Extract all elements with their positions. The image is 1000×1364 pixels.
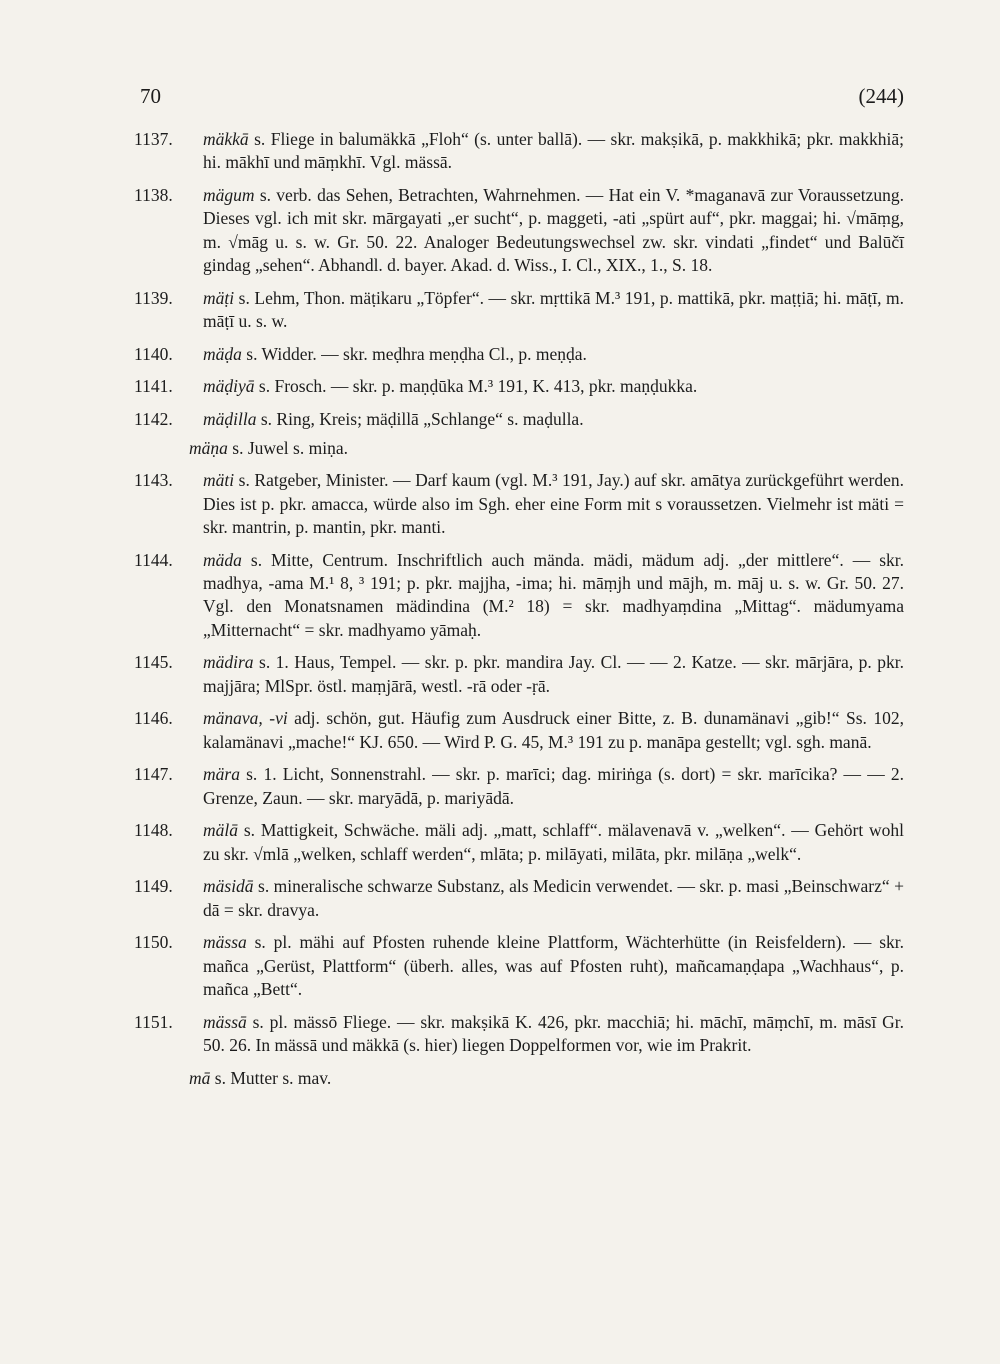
entry-body [203, 763, 904, 810]
entry-number: 1141. [134, 376, 173, 397]
definition-text: s. Fliege in balumäkkā „Floh“ (s. unter ballā). — skr. makṣikā, p. makkhikā; pkr. makkhiā; hi. mākhī und māṃkhī. Vgl. mässā. [203, 129, 904, 173]
definition-text: s. 1. Licht, Sonnenstrahl. — skr. p. marīci; dag. miriṅga (s. dort) = skr. marīcika? — — 2. Grenze, Zaun. — skr. maryādā, p. mariyādā. [203, 764, 904, 808]
entry-number: 1144. [134, 549, 173, 570]
dictionary-entry [134, 408, 904, 431]
entry-body [189, 1067, 904, 1090]
headword: mäda [203, 549, 242, 570]
headword: mäḍilla [203, 409, 257, 429]
entry-number: 1145. [134, 652, 173, 673]
dictionary-entry [134, 931, 904, 1001]
subentry [134, 437, 904, 460]
original-page-number: (244) [858, 84, 904, 108]
entry-number: 1147. [134, 764, 173, 785]
dictionary-entry [134, 184, 904, 278]
dictionary-entry [134, 651, 904, 698]
entry-number: 1142. [134, 409, 173, 429]
entry-body [203, 1011, 904, 1058]
headword: mänava, -vi [203, 708, 288, 729]
dictionary-entry [134, 343, 904, 366]
entry-number: 1148. [134, 820, 173, 841]
headword: mälā [203, 820, 238, 841]
entry-number: 1138. [134, 185, 173, 205]
definition-text: s. Juwel s. miṇa. [227, 437, 348, 458]
entry-number: 1150. [134, 932, 173, 953]
definition-text: s. Frosch. — skr. p. maṇḍūka M.³ 191, K. 413, pkr. maṇḍukka. [254, 376, 698, 397]
entry-body [203, 469, 904, 539]
headword: mäkkā [203, 129, 249, 149]
headword: mädira [203, 652, 254, 673]
dictionary-entry [134, 128, 904, 175]
page-number: 70 [140, 84, 161, 108]
entry-body [203, 128, 904, 175]
headword: mäḍiyā [203, 376, 255, 397]
dictionary-entry [134, 287, 904, 334]
entry-body [189, 437, 904, 460]
definition-text: s. Lehm, Thon. mäṭikaru „Töpfer“. — skr. mṛttikā M.³ 191, p. mattikā, pkr. maṭṭiā; hi. māṭī, m. māṭī u. s. w. [203, 287, 904, 332]
entry-body [203, 875, 904, 922]
entry-body [203, 651, 904, 698]
headword: mäsidā [203, 876, 254, 897]
entry-number: 1140. [134, 343, 173, 364]
definition-text: s. Widder. — skr. meḍhra meṇḍha Cl., p. meṇḍa. [241, 343, 587, 364]
entry-body [203, 549, 904, 643]
definition-text: s. 1. Haus, Tempel. — skr. p. pkr. mandira Jay. Cl. — — 2. Katze. — skr. mārjāra, p. pkr. majjāra; MlSpr. östl. maṃjārā, westl. -rā oder -ṛā. [203, 652, 904, 696]
entry-number: 1139. [134, 287, 173, 308]
headword: mäḍa [203, 343, 242, 364]
entry-body [203, 819, 904, 866]
entry-body [203, 287, 904, 334]
entry-body [203, 375, 904, 398]
definition-text: s. verb. das Sehen, Betrachten, Wahrnehmen. — Hat ein V. *maganavā zur Voraussetzung. Dieses vgl. ich mit skr. mārgayati „er sucht“, p. maggeti, -ati „spürt auf“, pkr. maggai; hi. √māṃg, m. √māg u. s. w. Gr. 50. 22. Analoger Bedeutungswechsel zw. skr. vindati „findet“ und Balūčī gindag „sehen“. Abhandl. d. bayer. Akad. d. Wiss., I. Cl., XIX., 1., S. 18. [203, 185, 904, 276]
entry-body [203, 343, 904, 366]
subentry [134, 1067, 904, 1090]
entry-body [203, 707, 904, 754]
entry-number: 1137. [134, 129, 173, 149]
headword: mägum [203, 185, 255, 205]
entry-number: 1146. [134, 708, 173, 729]
dictionary-entry [134, 469, 904, 539]
definition-text: s. pl. mähi auf Pfosten ruhende kleine Plattform, Wächterhütte (in Reisfeldern). — skr. mañca „Gerüst, Plattform“ (überh. alles, was auf Pfosten ruht), mañcamaṇḍapa „Wachhaus“, p. mañca „Bett“. [203, 932, 904, 1000]
definition-text: s. Mitte, Centrum. Inschriftlich auch mända. mädi, mädum adj. „der mittlere“. — skr. madhya, -ama M.¹ 8, ³ 191; p. pkr. majjha, -ima; hi. māṃjh und mājh, m. māj u. s. w. Gr. 50. 27. Vgl. den Monatsnamen mädindina (M.² 18) = skr. madhyaṃdina „Mittag“. mädumyama „Mitternacht“ = skr. madhyamo yāmaḥ. [203, 549, 904, 640]
definition-text: s. mineralische schwarze Substanz, als Medicin verwendet. — skr. p. masi „Beinschwarz“ + dā = skr. dravya. [203, 876, 904, 920]
dictionary-entry [134, 549, 904, 643]
entry-number: 1149. [134, 876, 173, 897]
dictionary-entry [134, 763, 904, 810]
dictionary-entry [134, 875, 904, 922]
headword: mäti [203, 470, 235, 491]
headword: mässā [203, 1011, 247, 1032]
entry-body [203, 931, 904, 1001]
dictionary-entry [134, 707, 904, 754]
dictionary-entry [134, 1011, 904, 1058]
headword: mäṇa [189, 437, 228, 458]
definition-text: s. pl. mässō Fliege. — skr. makṣikā K. 426, pkr. macchiā; hi. māchī, māṃchī, m. māsī Gr. 50. 26. In mässā und mäkkā (s. hier) liegen Doppelformen vor, wie im Prakrit. [203, 1011, 904, 1056]
headword: mässa [203, 932, 247, 953]
definition-text: adj. schön, gut. Häufig zum Ausdruck einer Bitte, z. B. dunamänavi „gib!“ Ss. 102, kalamänavi „mache!“ KJ. 650. — Wird P. G. 45, M.³ 191 zu p. manāpa gestellt; vgl. sgh. manā. [203, 708, 904, 752]
dictionary-entry [134, 375, 904, 398]
entry-body [203, 408, 904, 431]
definition-text: s. Mutter s. mav. [210, 1067, 332, 1088]
definition-text: s. Ratgeber, Minister. — Darf kaum (vgl. M.³ 191, Jay.) auf skr. amātya zurückgeführt werden. Dies ist p. pkr. amacca, würde also im Sgh. eher eine Form mit s voraussetzen. Vielmehr ist mäti = skr. mantrin, p. mantin, pkr. manti. [203, 470, 904, 537]
headword: mā [189, 1067, 211, 1088]
definition-text: s. Ring, Kreis; mäḍillā „Schlange“ s. maḍulla. [256, 409, 584, 429]
definition-text: s. Mattigkeit, Schwäche. mäli adj. „matt, schlaff“. mälavenavā v. „welken“. — Gehört wohl zu skr. √mlā „welken, schlaff werden“, mlāta; p. milāyati, milāta, pkr. milāṇa „welk“. [203, 820, 904, 864]
entry-number: 1143. [134, 470, 173, 491]
dictionary-entries [134, 128, 904, 1099]
dictionary-entry [134, 819, 904, 866]
headword: mäṭi [203, 287, 235, 308]
headword: mära [203, 764, 240, 785]
entry-number: 1151. [134, 1011, 173, 1032]
entry-body [203, 184, 904, 278]
